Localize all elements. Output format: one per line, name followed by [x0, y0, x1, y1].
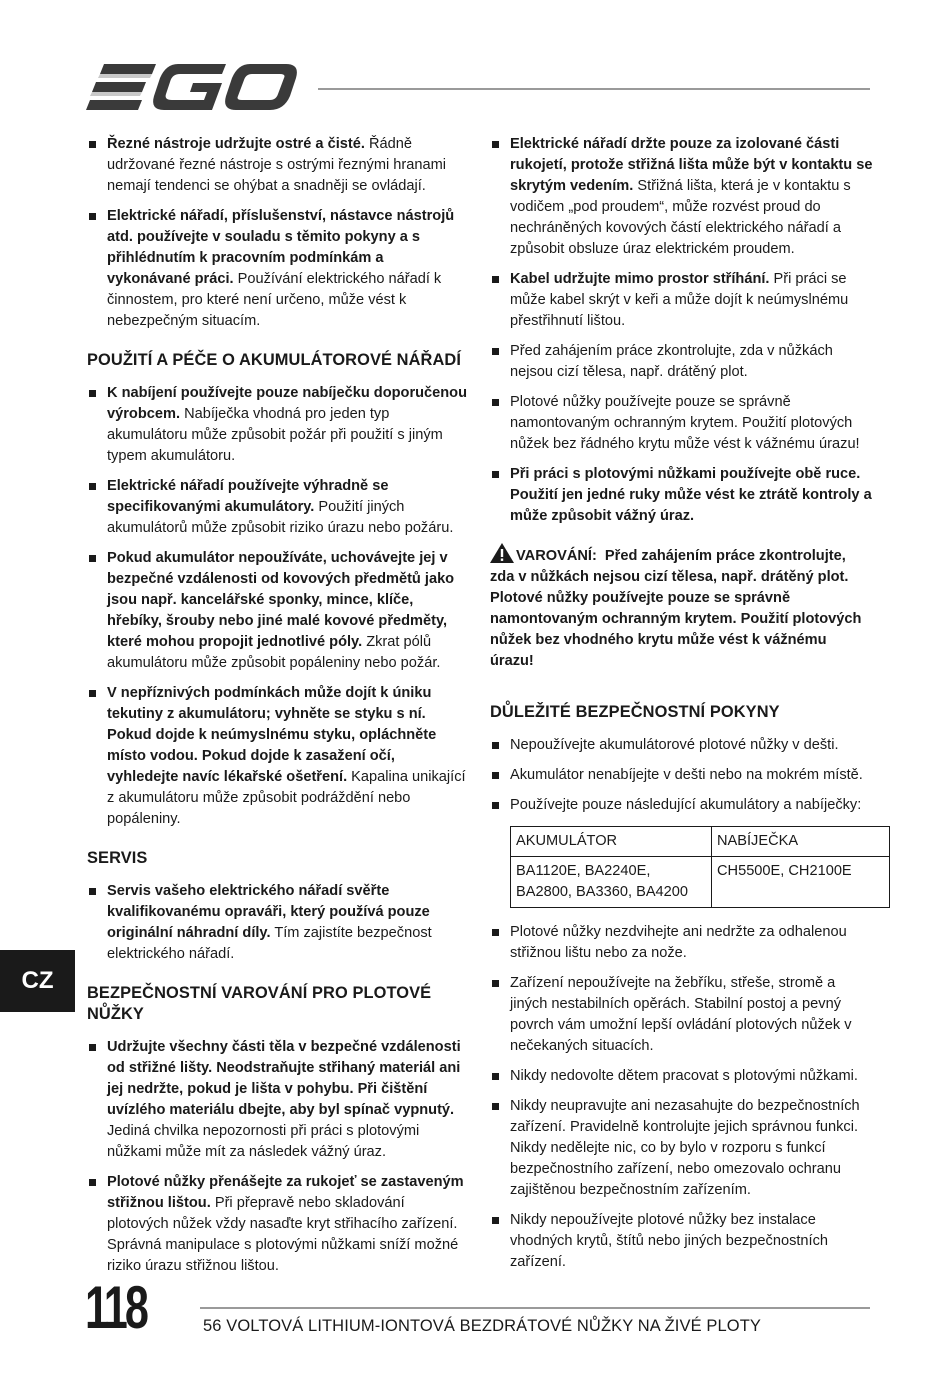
list-item: Elektrické nářadí používejte výhradně se specifikovanými akumulátory. Použití jiných akumulátorů může způsobit riziko úrazu nebo požáru.: [87, 476, 470, 539]
list-item: Elektrické nářadí držte pouze za izolované části rukojetí, protože střižná lišta může být v kontaktu se skrytým vedením. Střižná lišta, která je v kontaktu s vodičem „pod proudem“, může rozvést proud do nechráněných kovových částí elektrického nářadí a způsobit obsluze úraz elektrickém proudem.: [490, 134, 873, 260]
language-tab: CZ: [0, 950, 75, 1012]
left-column: [87, 134, 470, 1286]
list-item: Řezné nástroje udržujte ostré a čisté. Řádně udržované řezné nástroje s ostrými řeznými hranami nemají tendenci se ohýbat a snadněji se ovládají.: [87, 134, 470, 197]
table-row: [511, 857, 890, 908]
right-column: [490, 134, 873, 1282]
table-header-cell: NABÍJEČKA: [712, 827, 890, 857]
list-item: Pokud akumulátor nepoužíváte, uchovávejte jej v bezpečné vzdálenosti od kovových předmětů jako jsou např. kancelářské sponky, mince, klíče, hřebíky, šrouby nebo jiné malé kovové předměty, které mohou propojit jednotlivé póly. Zkrat pólů akumulátoru může způsobit popáleniny nebo požár.: [87, 548, 470, 674]
list-item: Zařízení nepoužívejte na žebříku, střeše, stromě a jiných nestabilních opěrách. Stabilní postoj a pevný povrch vám umožní lepší ovládání plotových nůžek v nečekaných situacích.: [490, 973, 873, 1057]
trimmer-safety-heading: BEZPEČNOSTNÍ VAROVÁNÍ PRO PLOTOVÉ NŮŽKY: [87, 984, 432, 1023]
list-item: Udržujte všechny části těla v bezpečné vzdálenosti od střižné lišty. Neodstraňujte střihaný materiál ani jej nedržte, pokud je lišta v pohybu. Při čištění uvízlého materiálu dbejte, aby byl spínač vypnutý. Jediná chvilka nepozornosti při práci s plotovými nůžkami může mít za následek vážný úraz.: [87, 1037, 470, 1163]
battery-section-heading: POUŽITÍ A PÉČE O AKUMULÁTOROVÉ NÁŘADÍ: [87, 351, 462, 369]
footer-title: 56 VOLTOVÁ LITHIUM-IONTOVÁ BEZDRÁTOVÉ NŮŽKY NA ŽIVÉ PLOTY: [203, 1317, 761, 1335]
list-item: Kabel udržujte mimo prostor stříhání. Při práci se může kabel skrýt v keři a může dojít k neúmyslnému přestřihnutí lištou.: [490, 269, 873, 332]
list-item: V nepříznivých podmínkách může dojít k úniku tekutiny z akumulátoru; vyhněte se styku s ní. Pokud dojde k neúmyslnému styku, opláchněte místo vodou. Pokud dojde k zasažení očí, vyhledejte navíc lékařské ošetření. Kapalina unikající z akumulátoru může způsobit podráždění nebo popáleniny.: [87, 683, 470, 830]
footer-rule: [200, 1307, 870, 1309]
list-item: Elektrické nářadí, příslušenství, nástavce nástrojů atd. používejte v souladu s těmito pokyny a s přihlédnutím k pracovním podmínkám a vykonávané práci. Používání elektrického nářadí k činnostem, pro které není určeno, může vést k nebezpečným situacím.: [87, 206, 470, 332]
important-safety-heading: DŮLEŽITÉ BEZPEČNOSTNÍ POKYNY: [490, 703, 780, 721]
list-item: Nepoužívejte akumulátorové plotové nůžky v dešti.: [490, 735, 873, 756]
list-item: Před zahájením práce zkontrolujte, zda v nůžkách nejsou cizí tělesa, např. drátěný plot.: [490, 341, 873, 383]
service-section-heading: SERVIS: [87, 849, 148, 867]
battery-charger-table: [510, 826, 890, 908]
table-cell: CH5500E, CH2100E: [712, 857, 890, 908]
ego-logo: [86, 62, 298, 114]
list-item: Nikdy nedovolte dětem pracovat s plotovými nůžkami.: [490, 1066, 873, 1087]
header-rule: [318, 88, 870, 90]
list-item: Plotové nůžky přenášejte za rukojeť se zastaveným střižnou lištou. Při přepravě nebo skladování plotových nůžek vždy nasaďte kryt střihacího zařízení. Správná manipulace s plotovými nůžkami sníží možné riziko úrazu střižnou lištou.: [87, 1172, 470, 1277]
list-item: K nabíjení používejte pouze nabíječku doporučenou výrobcem. Nabíječka vhodná pro jeden typ akumulátoru může způsobit požár při použití s jiným typem akumulátoru.: [87, 383, 470, 467]
page-number: 118: [85, 1274, 147, 1341]
warning-label: VAROVÁNÍ:: [516, 548, 597, 564]
list-item: Akumulátor nenabíjejte v dešti nebo na mokrém místě.: [490, 765, 873, 786]
table-header-cell: AKUMULÁTOR: [511, 827, 712, 857]
list-item: Používejte pouze následující akumulátory a nabíječky:: [490, 795, 873, 816]
warning-text: Před zahájením práce zkontrolujte, zda v nůžkách nejsou cizí tělesa, např. drátěný plot. Plotové nůžky používejte pouze se správně namontovaným ochranným krytem. Použití plotových nůžek bez vhodného krytu může vést k vážnému úrazu!: [490, 548, 862, 669]
list-item: Servis vašeho elektrického nářadí svěřte kvalifikovanému opraváři, který používá pouze originální náhradní díly. Tím zajistíte bezpečnost elektrického nářadí.: [87, 881, 470, 965]
warning-triangle-icon: [490, 543, 514, 563]
warning-block: [490, 543, 873, 672]
table-cell: BA1120E, BA2240E, BA2800, BA3360, BA4200: [511, 857, 712, 908]
table-header-row: [511, 827, 890, 857]
list-item: Nikdy nepoužívejte plotové nůžky bez instalace vhodných krytů, štítů nebo jiných bezpečnostních zařízení.: [490, 1210, 873, 1273]
list-item: Plotové nůžky používejte pouze se správně namontovaným ochranným krytem. Použití plotových nůžek bez řádného krytu může vést k vážnému úrazu!: [490, 392, 873, 455]
list-item: Při práci s plotovými nůžkami používejte obě ruce. Použití jen jedné ruky může vést ke ztrátě kontroly a může způsobit vážný úraz.: [490, 464, 873, 527]
list-item: Plotové nůžky nezdvihejte ani nedržte za odhalenou střižnou lištu nebo za nože.: [490, 922, 873, 964]
list-item: Nikdy neupravujte ani nezasahujte do bezpečnostních zařízení. Pravidelně kontrolujte jejich správnou funkci. Nikdy nedělejte nic, co by bylo v rozporu s funkcí bezpečnostního zařízení, nebo omezovalo ochranu zajištěnou bezpečnostním zařízením.: [490, 1096, 873, 1201]
